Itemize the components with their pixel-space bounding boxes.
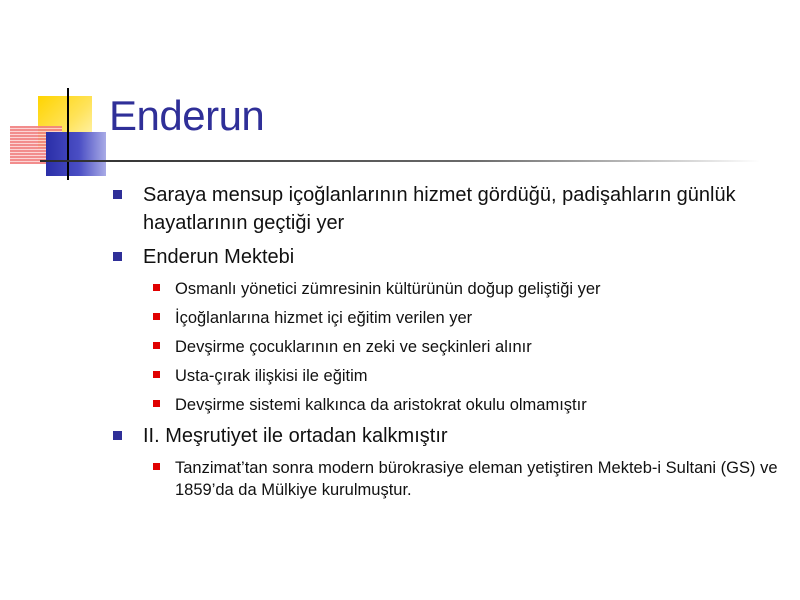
sub-bullet-item [110,336,790,358]
square-bullet-icon [153,463,160,470]
sub-bullet-text: Devşirme çocuklarının en zeki ve seçkinleri alınır [175,338,532,356]
slide-title: Enderun [109,92,265,139]
bullet-text: II. Meşrutiyet ile ortadan kalkmıştır [143,425,448,447]
square-bullet-icon [153,400,160,407]
sub-bullet-text: Devşirme sistemi kalkınca da aristokrat okulu olmamıştır [175,396,587,414]
square-bullet-icon [153,342,160,349]
square-bullet-icon [113,431,122,440]
bullet-list [110,180,790,501]
square-bullet-icon [153,284,160,291]
bullet-text: Saraya mensup içoğlanlarının hizmet gördüğü, padişahların günlük hayatlarının geçtiği yer [143,184,736,234]
blue-square-decoration [46,132,106,176]
sub-bullet-item [110,278,790,300]
sub-bullet-text: İçoğlanlarına hizmet içi eğitim verilen yer [175,309,473,327]
bullet-text: Enderun Mektebi [143,246,295,268]
bullet-item [110,181,790,237]
vertical-rule-decoration [67,88,69,180]
sub-bullet-item [110,307,790,329]
square-bullet-icon [153,371,160,378]
bullet-item [110,422,790,450]
bullet-item [110,243,790,271]
sub-bullet-item [110,457,790,501]
sub-bullet-item [110,394,790,416]
sub-bullet-text: Usta-çırak ilişkisi ile eğitim [175,367,368,385]
square-bullet-icon [113,252,122,261]
sub-bullet-item [110,365,790,387]
square-bullet-icon [113,190,122,199]
sub-bullet-text: Tanzimat’tan sonra modern bürokrasiye eleman yetiştiren Mekteb-i Sultani (GS) ve 1859’da da Mülkiye kurulmuştur. [175,459,778,499]
square-bullet-icon [153,313,160,320]
sub-bullet-text: Osmanlı yönetici zümresinin kültürünün doğup geliştiği yer [175,280,601,298]
title-underline [40,160,760,162]
